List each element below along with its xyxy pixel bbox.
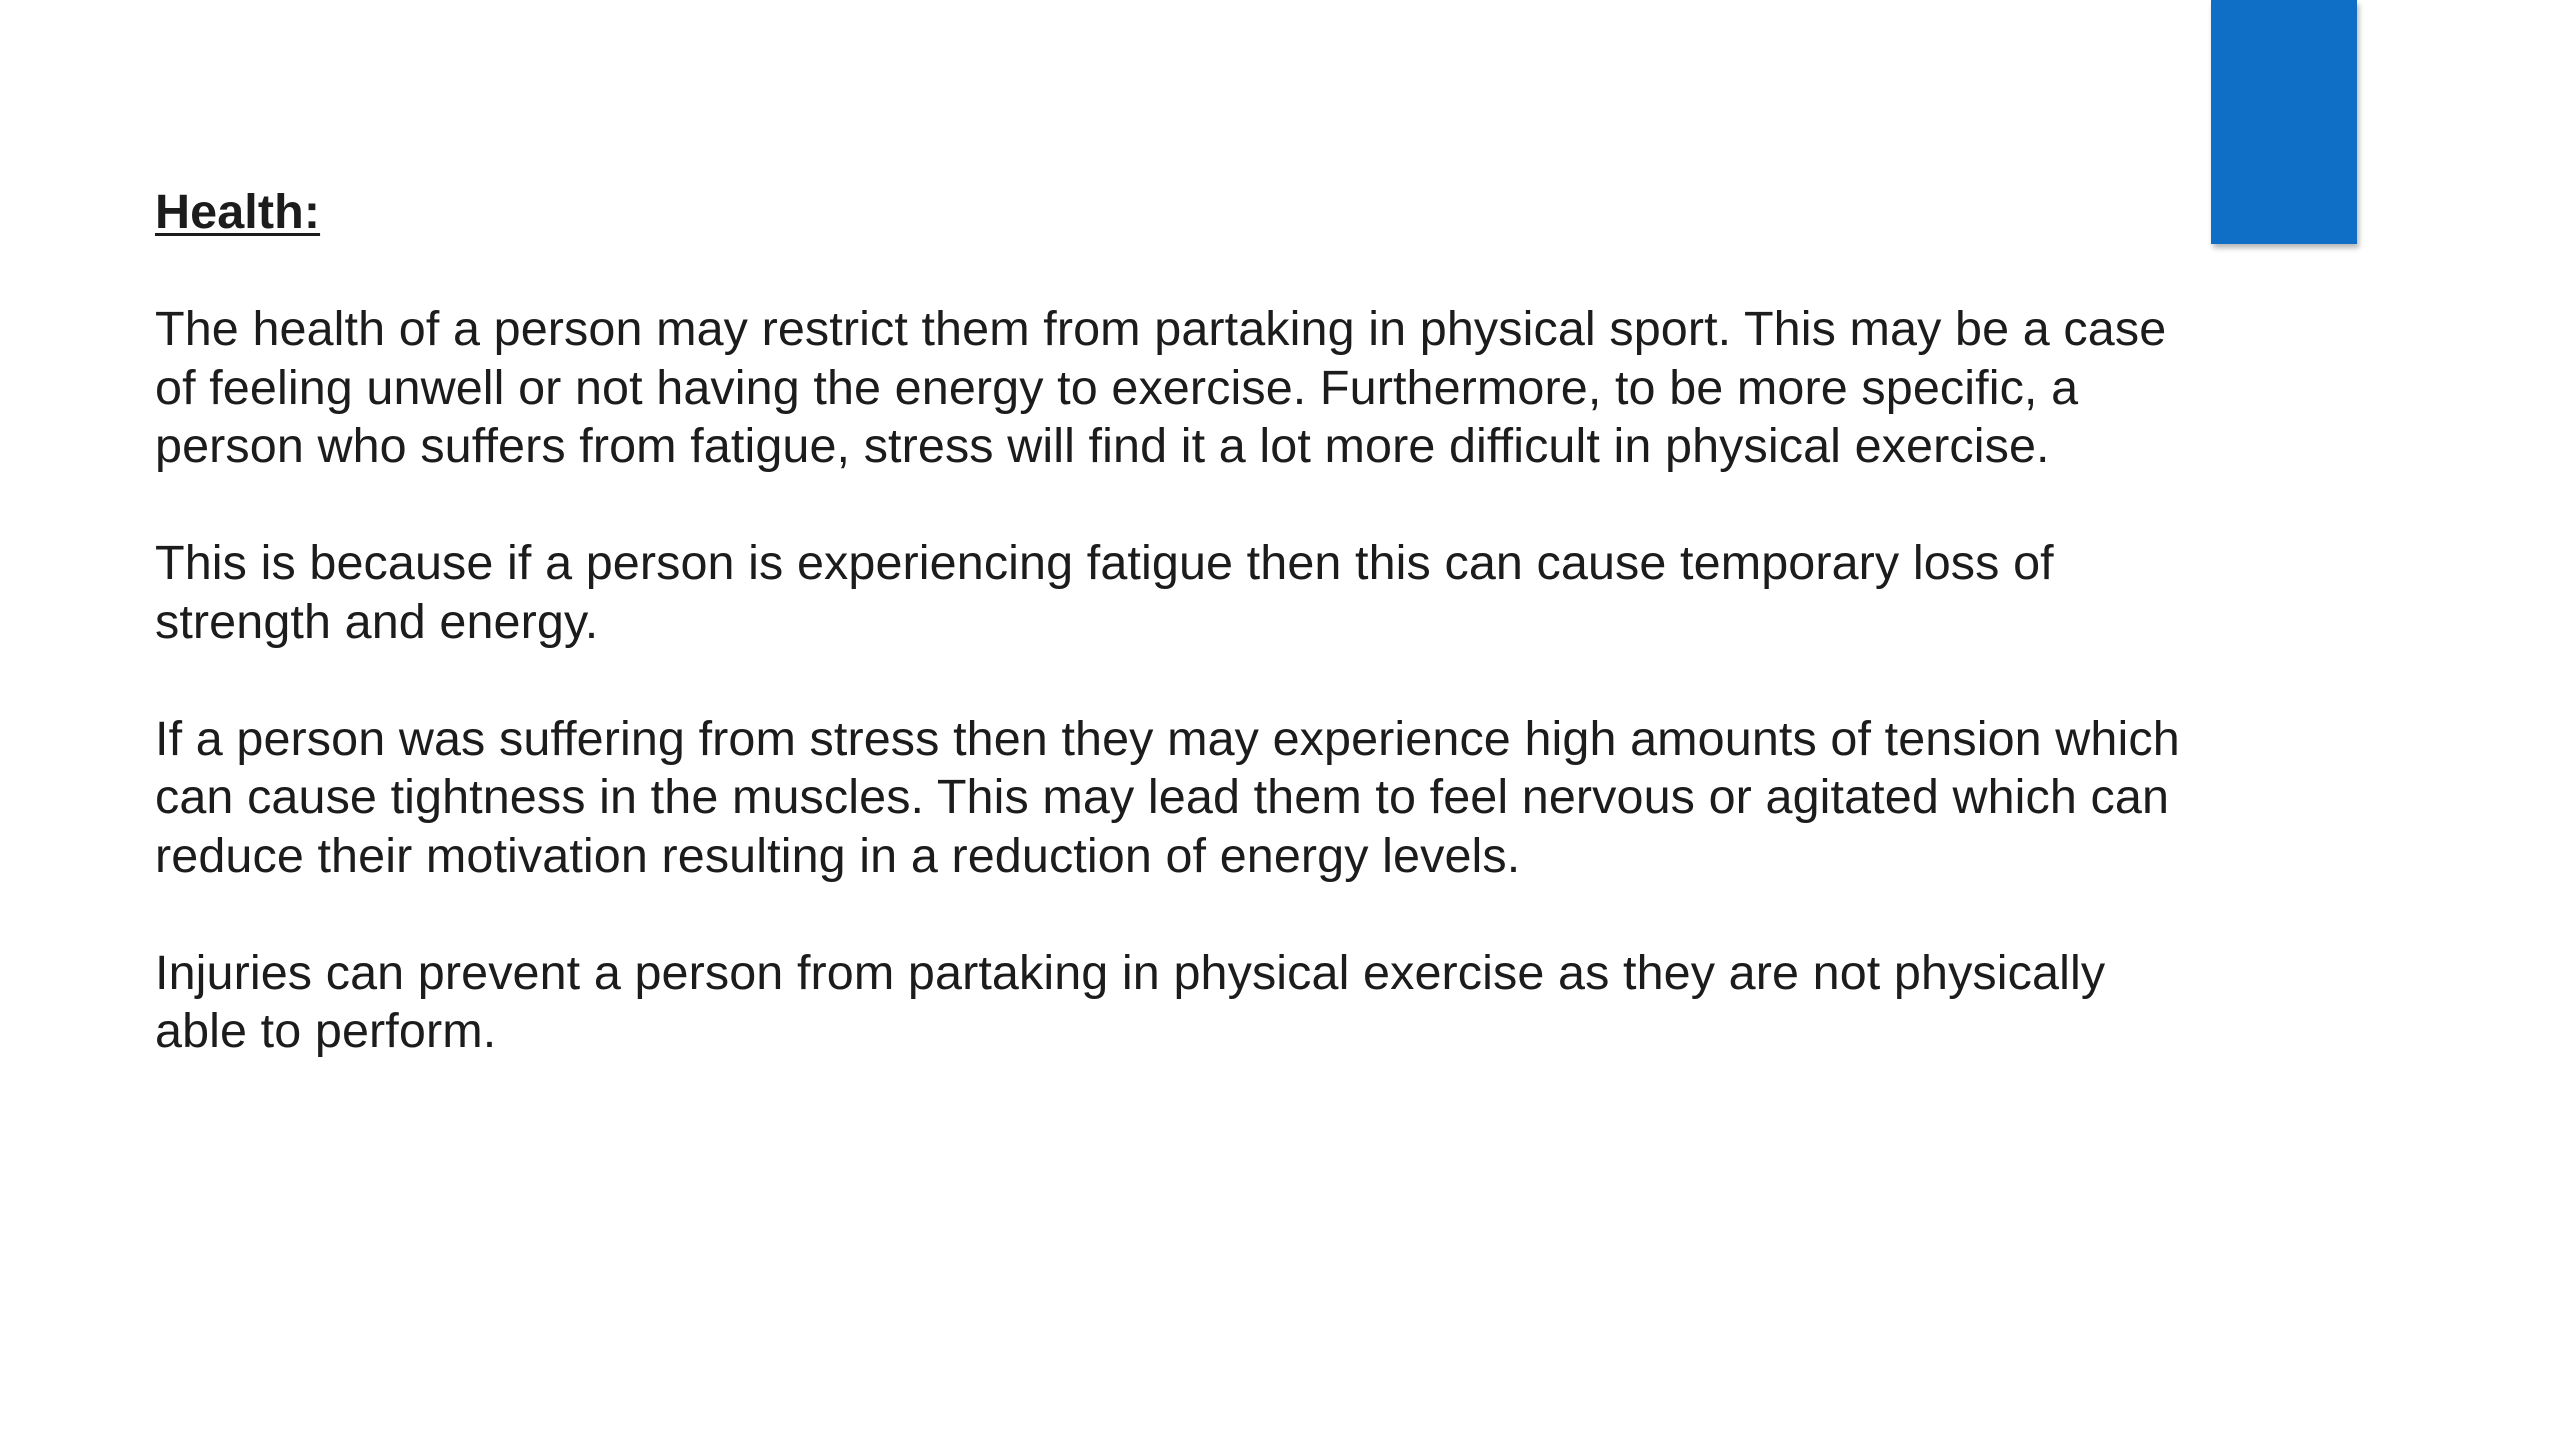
accent-bar [2211,0,2357,244]
paragraph-injuries: Injuries can prevent a person from partaking in physical exercise as they are not physically able to perform. [155,945,2106,1058]
slide-body [155,183,2205,1061]
section-heading: Health: [155,185,321,239]
paragraph-stress: If a person was suffering from stress then they may experience high amounts of tension which can cause tightness in the muscles. This may lead them to feel nervous or agitated which can reduce their motivation resulting in a reduction of energy levels. [155,711,2180,883]
paragraph-health-restriction: The health of a person may restrict them from partaking in physical sport. This may be a case of feeling unwell or not having the energy to exercise. Furthermore, to be more specific, a person who suffers from fatigue, stress will find it a lot more difficult in physical exercise. [155,302,2167,473]
paragraph-fatigue: This is because if a person is experiencing fatigue then this can cause temporary loss of strength and energy. [155,536,2054,649]
